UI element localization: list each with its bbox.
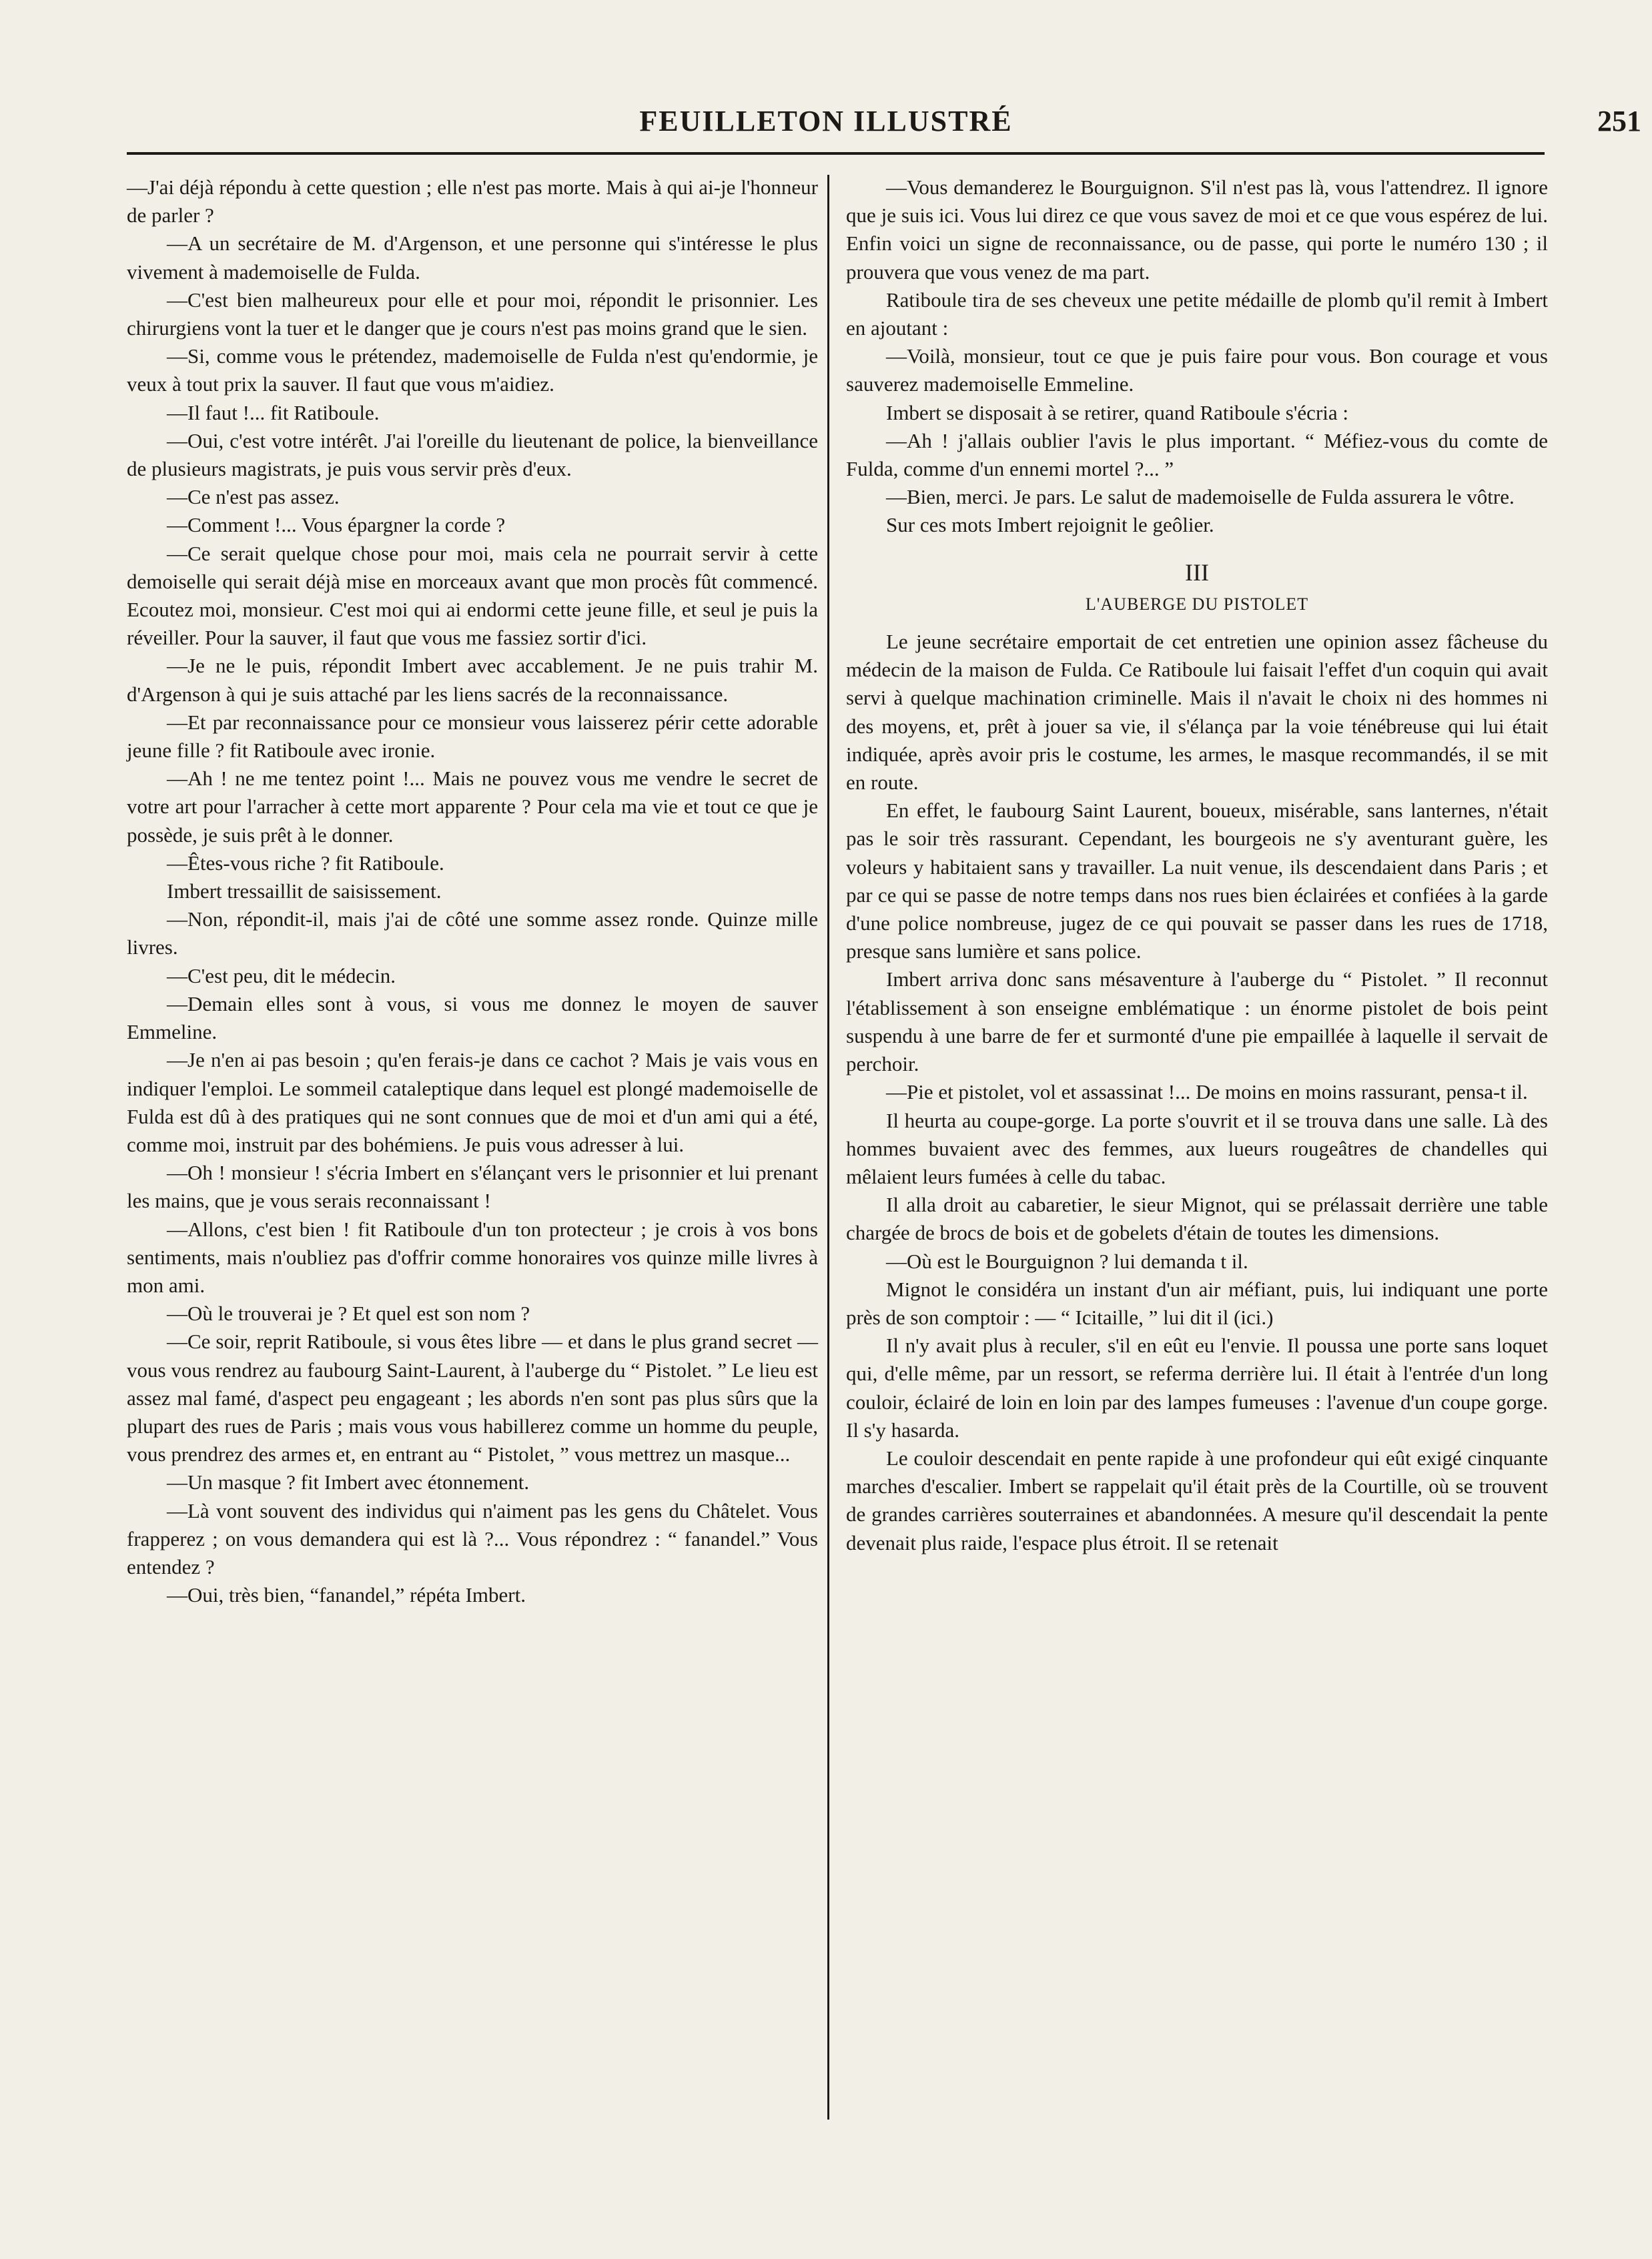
paragraph: —Un masque ? fit Imbert avec étonnement. [167, 1470, 530, 1494]
paragraph: —Bien, merci. Je pars. Le salut de mademoiselle de Fulda assurera le vôtre. [886, 485, 1515, 509]
paragraph: —Vous demanderez le Bourguignon. S'il n'est pas là, vous l'attendrez. Il ignore que je suis ici. Vous lui direz ce que vous savez de moi et ce que vous espérez de lui. Enfin voici un signe de reconnaissance, ou de passe, qui porte le numéro 130 ; il prouvera que vous venez de ma part. [846, 175, 1548, 284]
paragraph: Imbert tressaillit de saisissement. [167, 879, 442, 903]
paragraph: —A un secrétaire de M. d'Argenson, et une personne qui s'intéresse le plus vivement à mademoiselle de Fulda. [127, 232, 818, 284]
page-header [0, 100, 1652, 140]
left-column [127, 173, 818, 1609]
paragraph: —Ce n'est pas assez. [167, 485, 340, 509]
paragraph: —Ce serait quelque chose pour moi, mais cela ne pourrait servir à cette demoiselle qui serait déjà mise en morceaux avant que mon procès fût commencé. Ecoutez moi, monsieur. C'est moi qui ai endormi cette jeune fille, et seul je puis la réveiller. Pour la sauver, il faut que vous me fassiez sortir d'ici. [127, 541, 818, 650]
paragraph: Ratiboule tira de ses cheveux une petite médaille de plomb qu'il remit à Imbert en ajoutant : [846, 288, 1548, 340]
paragraph: —J'ai déjà répondu à cette question ; elle n'est pas morte. Mais à qui ai-je l'honneur de parler ? [127, 175, 818, 228]
paragraph: —Demain elles sont à vous, si vous me donnez le moyen de sauver Emmeline. [127, 991, 818, 1044]
paragraph: —Oh ! monsieur ! s'écria Imbert en s'élançant vers le prisonnier et lui prenant les mains, que je vous serais reconnaissant ! [127, 1161, 818, 1213]
paragraph: —Allons, c'est bien ! fit Ratiboule d'un ton protecteur ; je crois à vos bons sentiments, mais n'oubliez pas d'offrir comme honoraires vos quinze mille livres à mon ami. [127, 1217, 818, 1297]
paragraph: —Si, comme vous le prétendez, mademoiselle de Fulda n'est qu'endormie, je veux à tout prix la sauver. Il faut que vous m'aidiez. [127, 344, 818, 396]
paragraph: Imbert se disposait à se retirer, quand Ratiboule s'écria : [886, 400, 1349, 424]
paragraph: Imbert arriva donc sans mésaventure à l'auberge du “ Pistolet. ” Il reconnut l'établissement à son enseigne emblématique : un énorme pistolet de bois peint suspendu à une barre de fer et surmonté d'une pie empaillée à laquelle il servait de perchoir. [846, 967, 1548, 1076]
paragraph: —Oui, c'est votre intérêt. J'ai l'oreille du lieutenant de police, la bienveillance de plusieurs magistrats, je puis vous servir près d'eux. [127, 428, 818, 481]
paragraph: Il n'y avait plus à reculer, s'il en eût eu l'envie. Il poussa une porte sans loquet qui, d'elle même, par un ressort, se referma derrière lui. Il était à l'entrée d'un long couloir, éclairé de loin en loin par des lampes fumeuses : l'avenue d'un coupe gorge. Il s'y hasarda. [846, 1334, 1548, 1442]
paragraph: Le jeune secrétaire emportait de cet entretien une opinion assez fâcheuse du médecin de la maison de Fulda. Ce Ratiboule lui faisait l'effet d'un coquin qui avait servi à quelque machination criminelle. Mais il n'avait le choix ni des hommes ni des moyens, et, prêt à jouer sa vie, il s'élança par la voie ténébreuse qui lui était indiquée, après avoir pris le costume, les armes, le masque recommandés, il se mit en route. [846, 630, 1548, 795]
paragraph: Sur ces mots Imbert rejoignit le geôlier. [886, 513, 1214, 537]
page-number: 251 [1597, 105, 1641, 137]
paragraph: —Où est le Bourguignon ? lui demanda t il. [886, 1249, 1248, 1273]
paragraph: —Je ne le puis, répondit Imbert avec accablement. Je ne puis trahir M. d'Argenson à qui je suis attaché par les liens sacrés de la reconnaissance. [127, 654, 818, 706]
column-divider [827, 175, 829, 2120]
running-title: FEUILLETON ILLUSTRÉ [639, 105, 1013, 137]
paragraph: —Voilà, monsieur, tout ce que je puis faire pour vous. Bon courage et vous sauverez mademoiselle Emmeline. [846, 344, 1548, 396]
paragraph: —Et par reconnaissance pour ce monsieur vous laisserez périr cette adorable jeune fille ? fit Ratiboule avec ironie. [127, 710, 818, 763]
paragraph: —Oui, très bien, “fanandel,” répéta Imbert. [167, 1583, 526, 1607]
paragraph: —Là vont souvent des individus qui n'aiment pas les gens du Châtelet. Vous frapperez ; on vous demandera qui est là ?... Vous répondrez : “ fanandel.” Vous entendez ? [127, 1498, 818, 1578]
paragraph: —Non, répondit-il, mais j'ai de côté une somme assez ronde. Quinze mille livres. [127, 907, 818, 959]
paragraph: Il alla droit au cabaretier, le sieur Mignot, qui se prélassait derrière une table chargée de brocs de bois et de gobelets d'étain de toutes les dimensions. [846, 1193, 1548, 1245]
paragraph: —Il faut !... fit Ratiboule. [167, 400, 380, 424]
paragraph: —C'est peu, dit le médecin. [167, 963, 396, 987]
paragraph: En effet, le faubourg Saint Laurent, boueux, misérable, sans lanternes, n'était pas le soir très rassurant. Cependant, les bourgeois ne s'y aventurant guère, les voleurs y habitaient sans y travailler. La nuit venue, ils descendaient dans Paris ; et par ce qui se passe de notre temps dans nos rues bien éclairées et confiées à la garde d'une police nombreuse, jugez de ce qui pouvait se passer dans les rues de 1718, presque sans lumière et sans police. [846, 799, 1548, 963]
section-title: L'AUBERGE DU PISTOLET [1085, 594, 1309, 614]
paragraph: Il heurta au coupe-gorge. La porte s'ouvrit et il se trouva dans une salle. Là des hommes buvaient avec des femmes, aux lueurs rougeâtres de chandelles qui mêlaient leurs fumées à celle du tabac. [846, 1108, 1548, 1188]
paragraph: Le couloir descendait en pente rapide à une profondeur qui eût exigé cinquante marches d'escalier. Imbert se rappelait qu'il était près de la Courtille, où se trouvent de grandes carrières souterraines et abandonnées. A mesure qu'il descendait la pente devenait plus raide, l'espace plus étroit. Il se retenait [846, 1446, 1548, 1554]
paragraph: —Je n'en ai pas besoin ; qu'en ferais-je dans ce cachot ? Mais je vais vous en indiquer l'emploi. Le sommeil cataleptique dans lequel est plongé mademoiselle de Fulda est dû à des pratiques qui ne sont connues que de moi et d'un ami qui a été, comme moi, instruit par des bohémiens. Je puis vous adresser à lui. [127, 1048, 818, 1156]
section-number: III [1185, 558, 1209, 586]
paragraph: —Ah ! j'allais oublier l'avis le plus important. “ Méfiez-vous du comte de Fulda, comme d'un ennemi mortel ?... ” [846, 428, 1548, 481]
paragraph: —Pie et pistolet, vol et assassinat !... De moins en moins rassurant, pensa-t il. [886, 1080, 1528, 1104]
paragraph: —C'est bien malheureux pour elle et pour moi, répondit le prisonnier. Les chirurgiens vont la tuer et le danger que je cours n'est pas moins grand que le sien. [127, 288, 818, 340]
paragraph: —Ce soir, reprit Ratiboule, si vous êtes libre — et dans le plus grand secret — vous vous rendrez au faubourg Saint-Laurent, à l'auberge du “ Pistolet. ” Le lieu est assez mal famé, d'aspect peu engageant ; les abords n'en sont pas plus sûrs que la plupart des rues de Paris ; mais vous vous habillerez comme un homme du peuple, vous prendrez des armes et, en entrant au “ Pistolet, ” vous mettrez un masque... [127, 1330, 818, 1466]
header-rule [127, 152, 1545, 155]
paragraph: —Êtes-vous riche ? fit Ratiboule. [167, 851, 444, 875]
paragraph: —Comment !... Vous épargner la corde ? [167, 513, 506, 537]
paragraph: —Ah ! ne me tentez point !... Mais ne pouvez vous me vendre le secret de votre art pour l'arracher à cette mort apparente ? Pour cela ma vie et tout ce que je possède, je suis prêt à le donner. [127, 767, 818, 847]
paragraph: Mignot le considéra un instant d'un air méfiant, puis, lui indiquant une porte près de son comptoir : — “ Icitaille, ” lui dit il (ici.) [846, 1277, 1548, 1329]
right-column [846, 173, 1548, 1557]
paragraph: —Où le trouverai je ? Et quel est son nom ? [167, 1302, 530, 1326]
